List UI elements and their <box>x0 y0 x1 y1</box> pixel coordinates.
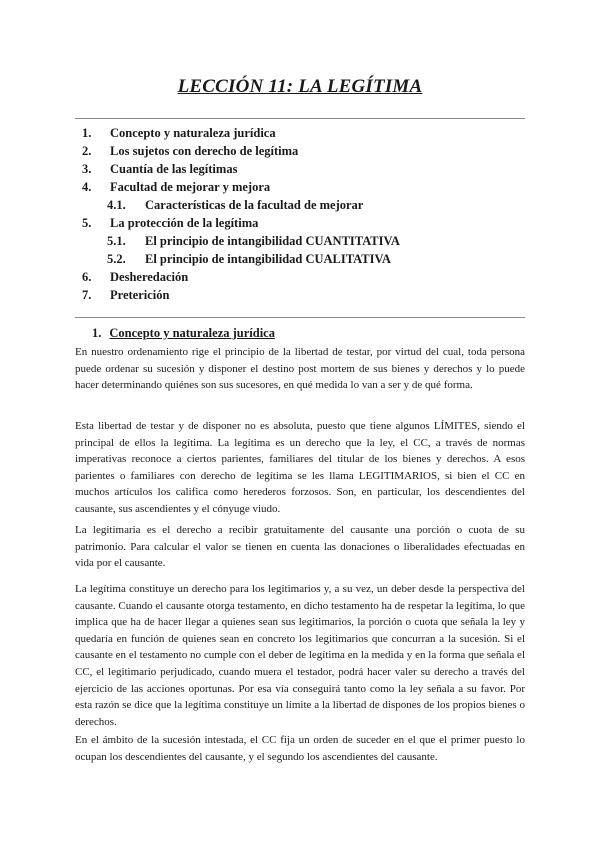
body-paragraph: En el ámbito de la sucesión intestada, el CC fija un orden de suceder en el que el primer puesto lo ocupan los descendientes del causante, y el segundo los ascendientes del causante. <box>75 734 525 763</box>
section-number: 1. <box>92 326 102 340</box>
body-paragraph: En nuestro ordenamiento rige el principio de la libertad de testar, por virtud del cual, toda persona puede ordenar su sucesión y disponer el destino post mortem de sus bienes y derechos y lo puede hacer determinando quiénes son sus sucesores, en qué medida lo van a ser y de qué forma. <box>75 346 525 392</box>
body-paragraph: La legítima constituye un derecho para los legitimarios y, a su vez, un deber desde la perspectiva del causante. Cuando el causante otorga testamento, en dicho testamento ha de respetar la legítima, lo que implica que ha de hacer llegar a quienes sean sus legitimarios, la porción o cuota que señala la ley y quedaría en función de quienes sean en concreto los legitimarios que concurran a la sucesión. Si el causante en el testamento no cumple con el deber de legítima en la medida y en la forma que señala el CC, el legitimario perjudicado, cuando muera el testador, podrá hacer valer su derecho a través del ejercicio de las acciones oportunas. Por esa vía conseguirá tanto como la ley señala a su favor. Por esta razón se dice que la legítima constituye un límite a la libertad de dispones de los propios bienes o derechos. <box>75 583 525 728</box>
page-title: LECCIÓN 11: LA LEGÍTIMA <box>177 76 423 97</box>
toc-number: 4. <box>82 180 92 194</box>
body-paragraph: Esta libertad de testar y de disponer no es absoluta, puesto que tiene algunos LÍMITES, siendo el principal de ellos la legítima. La legítima es un derecho que la ley, el CC, a través de normas imperativas reconoce a ciertos parientes, familiares del titular de los bienes y derechos. A esos parientes o familiares con derecho de legítima se les llama LEGITIMARIOS, si bien el CC en muchos artículos los califica como herederos forzosos. Son, en particular, los descendientes del causante, sus ascendientes y el cónyuge viudo. <box>75 420 525 515</box>
toc-label: Concepto y naturaleza jurídica <box>110 126 276 140</box>
toc-label: Preterición <box>110 288 170 302</box>
toc-number: 5.2. <box>107 252 126 266</box>
toc-label: Desheredación <box>110 270 189 284</box>
section-title: Concepto y naturaleza jurídica <box>109 326 275 340</box>
toc-number: 5.1. <box>107 234 126 248</box>
toc-label: El principio de intangibilidad CUALITATIVA <box>145 252 391 266</box>
toc-label: La protección de la legítima <box>110 216 259 230</box>
section-heading <box>92 326 275 341</box>
toc-number: 2. <box>82 144 92 158</box>
toc-number: 1. <box>82 126 92 140</box>
toc-number: 4.1. <box>107 198 126 212</box>
toc-number: 3. <box>82 162 92 176</box>
toc-label: Cuantía de las legítimas <box>110 162 238 176</box>
body-paragraph: La legitimaria es el derecho a recibir gratuitamente del causante una porción o cuota de su patrimonio. Para calcular el valor se tienen en cuenta las donaciones o liberalidades efectuadas en vida por el causante. <box>75 524 525 570</box>
divider-top <box>75 118 525 119</box>
toc-number: 5. <box>82 216 92 230</box>
toc-label: Características de la facultad de mejorar <box>145 198 364 212</box>
toc-number: 7. <box>82 288 92 302</box>
toc-label: Los sujetos con derecho de legítima <box>110 144 299 158</box>
toc-label: El principio de intangibilidad CUANTITATIVA <box>145 234 400 248</box>
toc-label: Facultad de mejorar y mejora <box>110 180 271 194</box>
divider-bottom <box>75 317 525 318</box>
toc-number: 6. <box>82 270 92 284</box>
